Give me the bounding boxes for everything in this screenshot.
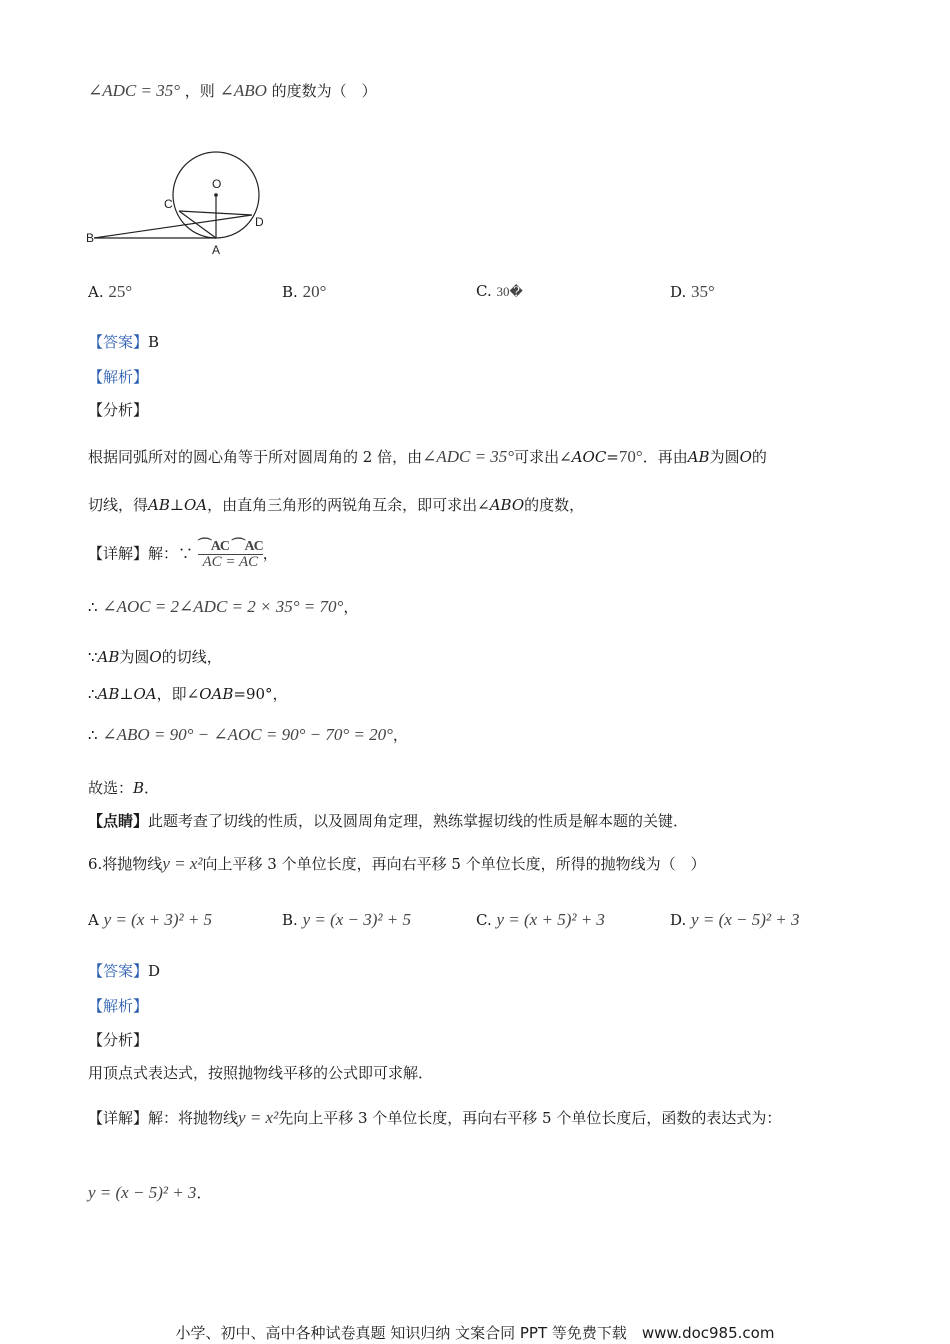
text: 的	[751, 448, 767, 466]
text: 故选：	[88, 779, 134, 797]
label-a: A	[212, 243, 221, 257]
label-c: C	[164, 197, 173, 211]
text: 切线，得	[88, 496, 149, 514]
text: ABO	[489, 496, 525, 514]
text: B	[133, 779, 145, 797]
text: 解：∵	[148, 544, 194, 563]
segment-bd	[94, 215, 252, 238]
text: ，即∠	[156, 685, 200, 703]
q5-analysis-tag: 【解析】	[88, 368, 149, 386]
option-letter: C.	[476, 282, 492, 300]
text: 的度数为（ ）	[271, 82, 377, 100]
math-expr: ∠ADC = 35°	[422, 447, 515, 466]
option-letter: A.	[88, 283, 104, 301]
text: =90°，	[233, 685, 288, 703]
q6-option-c[interactable]	[476, 910, 605, 930]
q6-fenxi: 用顶点式表达式，按照抛物线平移的公式即可求解．	[88, 1064, 434, 1082]
option-letter: B.	[282, 283, 298, 301]
text: ．再由	[642, 448, 688, 466]
q5-step3	[88, 683, 288, 705]
option-letter: A	[88, 911, 99, 929]
math-expr: y = x²	[238, 1108, 279, 1127]
therefore-symbol: ∴	[88, 726, 98, 744]
q6-fenxi-tag: 【分析】	[88, 1031, 149, 1049]
text: 6.将抛物线	[88, 855, 163, 873]
detail-tag: 【详解】	[88, 544, 149, 563]
text: O	[739, 448, 752, 466]
option-value: y = (x + 5)² + 3	[496, 910, 605, 929]
text: ，	[262, 544, 278, 563]
option-value: y = (x − 3)² + 5	[302, 910, 412, 929]
option-value: 25°	[108, 282, 133, 301]
text: ．	[144, 779, 160, 797]
q5-fenxi-line2	[88, 494, 584, 516]
answer-tag: 【答案】	[88, 962, 149, 980]
q5-detail-line	[88, 540, 278, 569]
text: 先向上平移 3 个单位长度，再向右平移 5 个单位长度后，函数的表达式为：	[278, 1109, 782, 1127]
option-a[interactable]	[88, 282, 132, 302]
q5-step2	[88, 646, 222, 668]
q5-fenxi-tag: 【分析】	[88, 401, 149, 419]
option-value: y = (x + 3)² + 5	[103, 910, 213, 929]
q6-answer	[88, 960, 160, 982]
text: 的切线，	[161, 648, 222, 666]
q5-stem	[88, 80, 377, 102]
text: ，	[392, 726, 408, 744]
math-expr: ∠ABO	[219, 81, 267, 100]
answer-value: D	[148, 962, 161, 980]
text: ，由直角三角形的两锐角互余，即可求出∠	[207, 496, 490, 514]
math-expr: ∠AOC = 2∠ADC = 2 × 35° = 70°	[102, 597, 344, 616]
q5-step4	[88, 724, 408, 746]
therefore-symbol: ∴	[88, 598, 98, 616]
text: ，	[343, 598, 359, 616]
q6-option-d[interactable]	[670, 910, 799, 930]
text: 为圆	[709, 448, 740, 466]
text: 可求出∠	[514, 448, 572, 466]
option-letter: C.	[476, 911, 492, 929]
option-letter: B.	[282, 911, 298, 929]
text: 为圆	[119, 648, 150, 666]
text: AB⊥OA	[148, 496, 208, 514]
q5-answer	[88, 331, 159, 353]
text: ．	[196, 1184, 212, 1202]
text: =	[606, 448, 619, 466]
q6-option-b[interactable]	[282, 910, 411, 930]
text: ∵	[88, 648, 98, 666]
option-value: 35°	[691, 282, 715, 301]
text: 解：将抛物线	[148, 1109, 239, 1127]
text: AOC	[571, 448, 607, 466]
text: AB	[97, 648, 120, 666]
q6-stem	[88, 853, 706, 875]
math-expr: 70°	[618, 447, 643, 466]
math-expr: y = x²	[162, 854, 203, 873]
footer-text: 小学、初中、高中各种试卷真题 知识归纳 文案合同 PPT 等免费下载 www.doc985.com	[175, 1324, 775, 1342]
option-b[interactable]	[282, 282, 326, 302]
comment-tag: 【点睛】	[88, 812, 149, 830]
option-value: 30�	[496, 284, 523, 299]
arc-equation: AC = AC	[198, 554, 263, 569]
q5-comment	[88, 810, 688, 832]
option-value: y = (x − 5)² + 3	[691, 910, 800, 929]
math-expr: ∠ADC = 35°	[88, 81, 181, 100]
label-o: O	[212, 177, 222, 191]
text: AB⊥OA	[97, 685, 157, 703]
option-letter: D.	[670, 283, 687, 301]
option-d[interactable]	[670, 282, 715, 302]
math-expr: ∠ABO = 90° − ∠AOC = 90° − 70° = 20°	[102, 725, 393, 744]
text: 的度数，	[524, 496, 585, 514]
label-d: D	[255, 215, 264, 229]
text: ∴	[88, 685, 98, 703]
point-o	[214, 193, 218, 197]
text: AB	[687, 448, 710, 466]
answer-value: B	[148, 333, 160, 351]
q6-result	[88, 1182, 211, 1204]
label-b: B	[86, 231, 95, 245]
text: 向上平移 3 个单位长度，再向右平移 5 个单位长度，所得的抛物线为（ ）	[202, 855, 706, 873]
q6-option-a[interactable]	[88, 910, 212, 930]
text: ，则	[184, 82, 215, 100]
text: O	[149, 648, 162, 666]
q5-step1	[88, 596, 358, 618]
option-value: 20°	[302, 282, 327, 301]
arc-symbols: ⌒AC ⌒AC	[197, 539, 263, 554]
text: 根据同弧所对的圆心角等于所对圆周角的 2 倍，由	[88, 448, 423, 466]
answer-tag: 【答案】	[88, 333, 149, 351]
option-c[interactable]	[476, 282, 523, 300]
detail-tag: 【详解】	[88, 1109, 149, 1127]
q6-detail	[88, 1107, 781, 1129]
q5-fenxi-line1	[88, 446, 767, 468]
option-letter: D.	[670, 911, 687, 929]
q5-choose	[88, 777, 159, 799]
text: OAB	[199, 685, 234, 703]
q6-analysis-tag: 【解析】	[88, 997, 149, 1015]
math-expr: y = (x − 5)² + 3	[88, 1183, 197, 1202]
arc-fraction	[198, 540, 263, 569]
geometry-figure	[82, 150, 282, 262]
text: 此题考查了切线的性质，以及圆周角定理，熟练掌握切线的性质是解本题的关键．	[148, 812, 689, 830]
